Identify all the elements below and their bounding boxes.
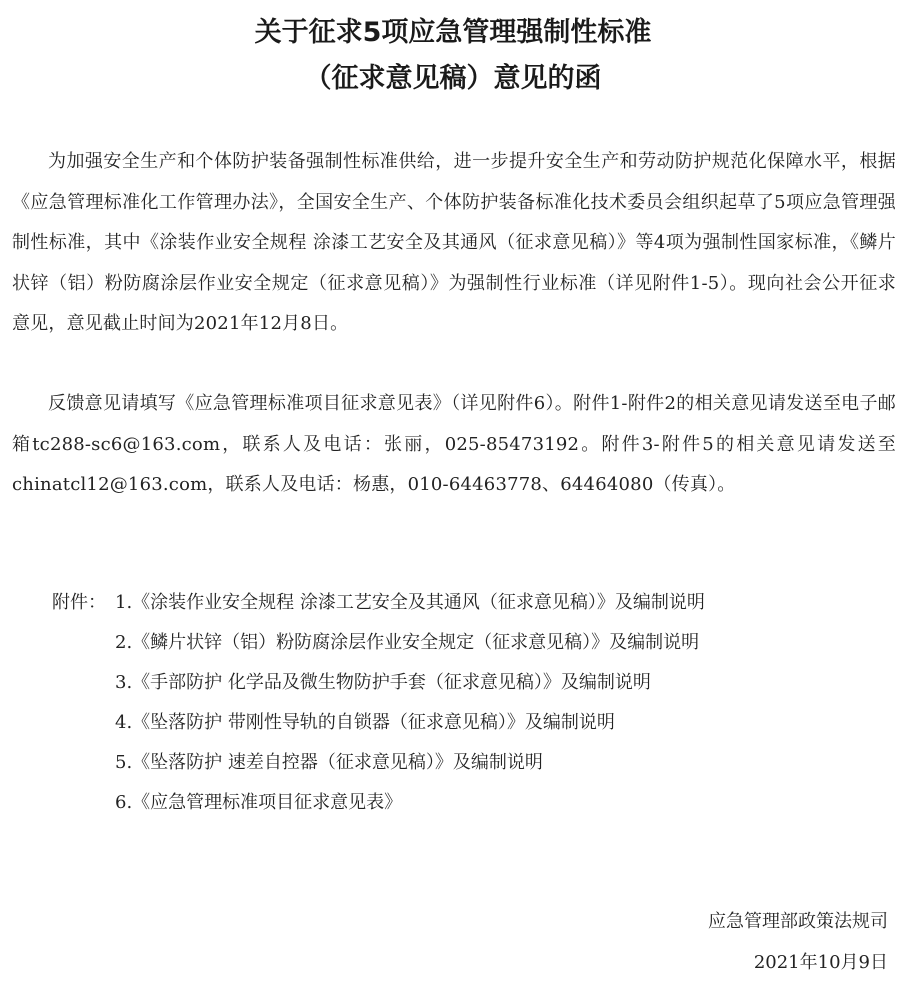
document-title-line-2: （征求意见稿）意见的函 bbox=[304, 63, 602, 94]
attachment-prefix: 附件： bbox=[52, 592, 106, 613]
attachment-item-2 bbox=[52, 623, 705, 663]
attachment-item-6 bbox=[52, 783, 705, 823]
body-paragraph-1: 为加强安全生产和个体防护装备强制性标准供给，进一步提升安全生产和劳动防护规范化保障水平，根据《应急管理标准化工作管理办法》，全国安全生产、个体防护装备标准化技术委员会组织起草了5项应急管理强制性标准，其中《涂装作业安全规程 涂漆工艺安全及其通风（征求意见稿）》等4项为强制性国家标准，《鳞片状锌（铝）粉防腐涂层作业安全规定（征求意见稿）》为强制性行业标准（详见附件1-5）。现向社会公开征求意见，意见截止时间为2021年12月8日。 bbox=[12, 151, 896, 334]
attachment-item-1-text: 1.《涂装作业安全规程 涂漆工艺安全及其通风（征求意见稿）》及编制说明 bbox=[115, 592, 705, 613]
signature-organization: 应急管理部政策法规司 bbox=[708, 911, 888, 932]
attachment-item-3 bbox=[52, 663, 705, 703]
document-title-line-1: 关于征求5项应急管理强制性标准 bbox=[254, 17, 652, 48]
attachment-item-4 bbox=[52, 703, 705, 743]
body-paragraph-2: 反馈意见请填写《应急管理标准项目征求意见表》（详见附件6）。附件1-附件2的相关意见请发送至电子邮箱tc288-sc6@163.com，联系人及电话：张丽，025-85473192。附件3-附件5的相关意见请发送至chinatcl12@163.com，联系人及电话：杨惠，010-64463778、64464080（传真）。 bbox=[12, 393, 896, 495]
signature-date: 2021年10月9日 bbox=[753, 952, 888, 973]
attachment-item-6-text: 6.《应急管理标准项目征求意见表》 bbox=[115, 792, 403, 813]
attachment-list bbox=[52, 583, 705, 823]
attachment-item-2-text: 2.《鳞片状锌（铝）粉防腐涂层作业安全规定（征求意见稿）》及编制说明 bbox=[115, 632, 700, 653]
attachment-item-5-text: 5.《坠落防护 速差自控器（征求意见稿）》及编制说明 bbox=[115, 752, 543, 773]
attachment-item-5 bbox=[52, 743, 705, 783]
attachment-item-4-text: 4.《坠落防护 带刚性导轨的自锁器（征求意见稿）》及编制说明 bbox=[115, 712, 615, 733]
attachment-item-3-text: 3.《手部防护 化学品及微生物防护手套（征求意见稿）》及编制说明 bbox=[115, 672, 651, 693]
attachment-item-1 bbox=[52, 583, 705, 623]
